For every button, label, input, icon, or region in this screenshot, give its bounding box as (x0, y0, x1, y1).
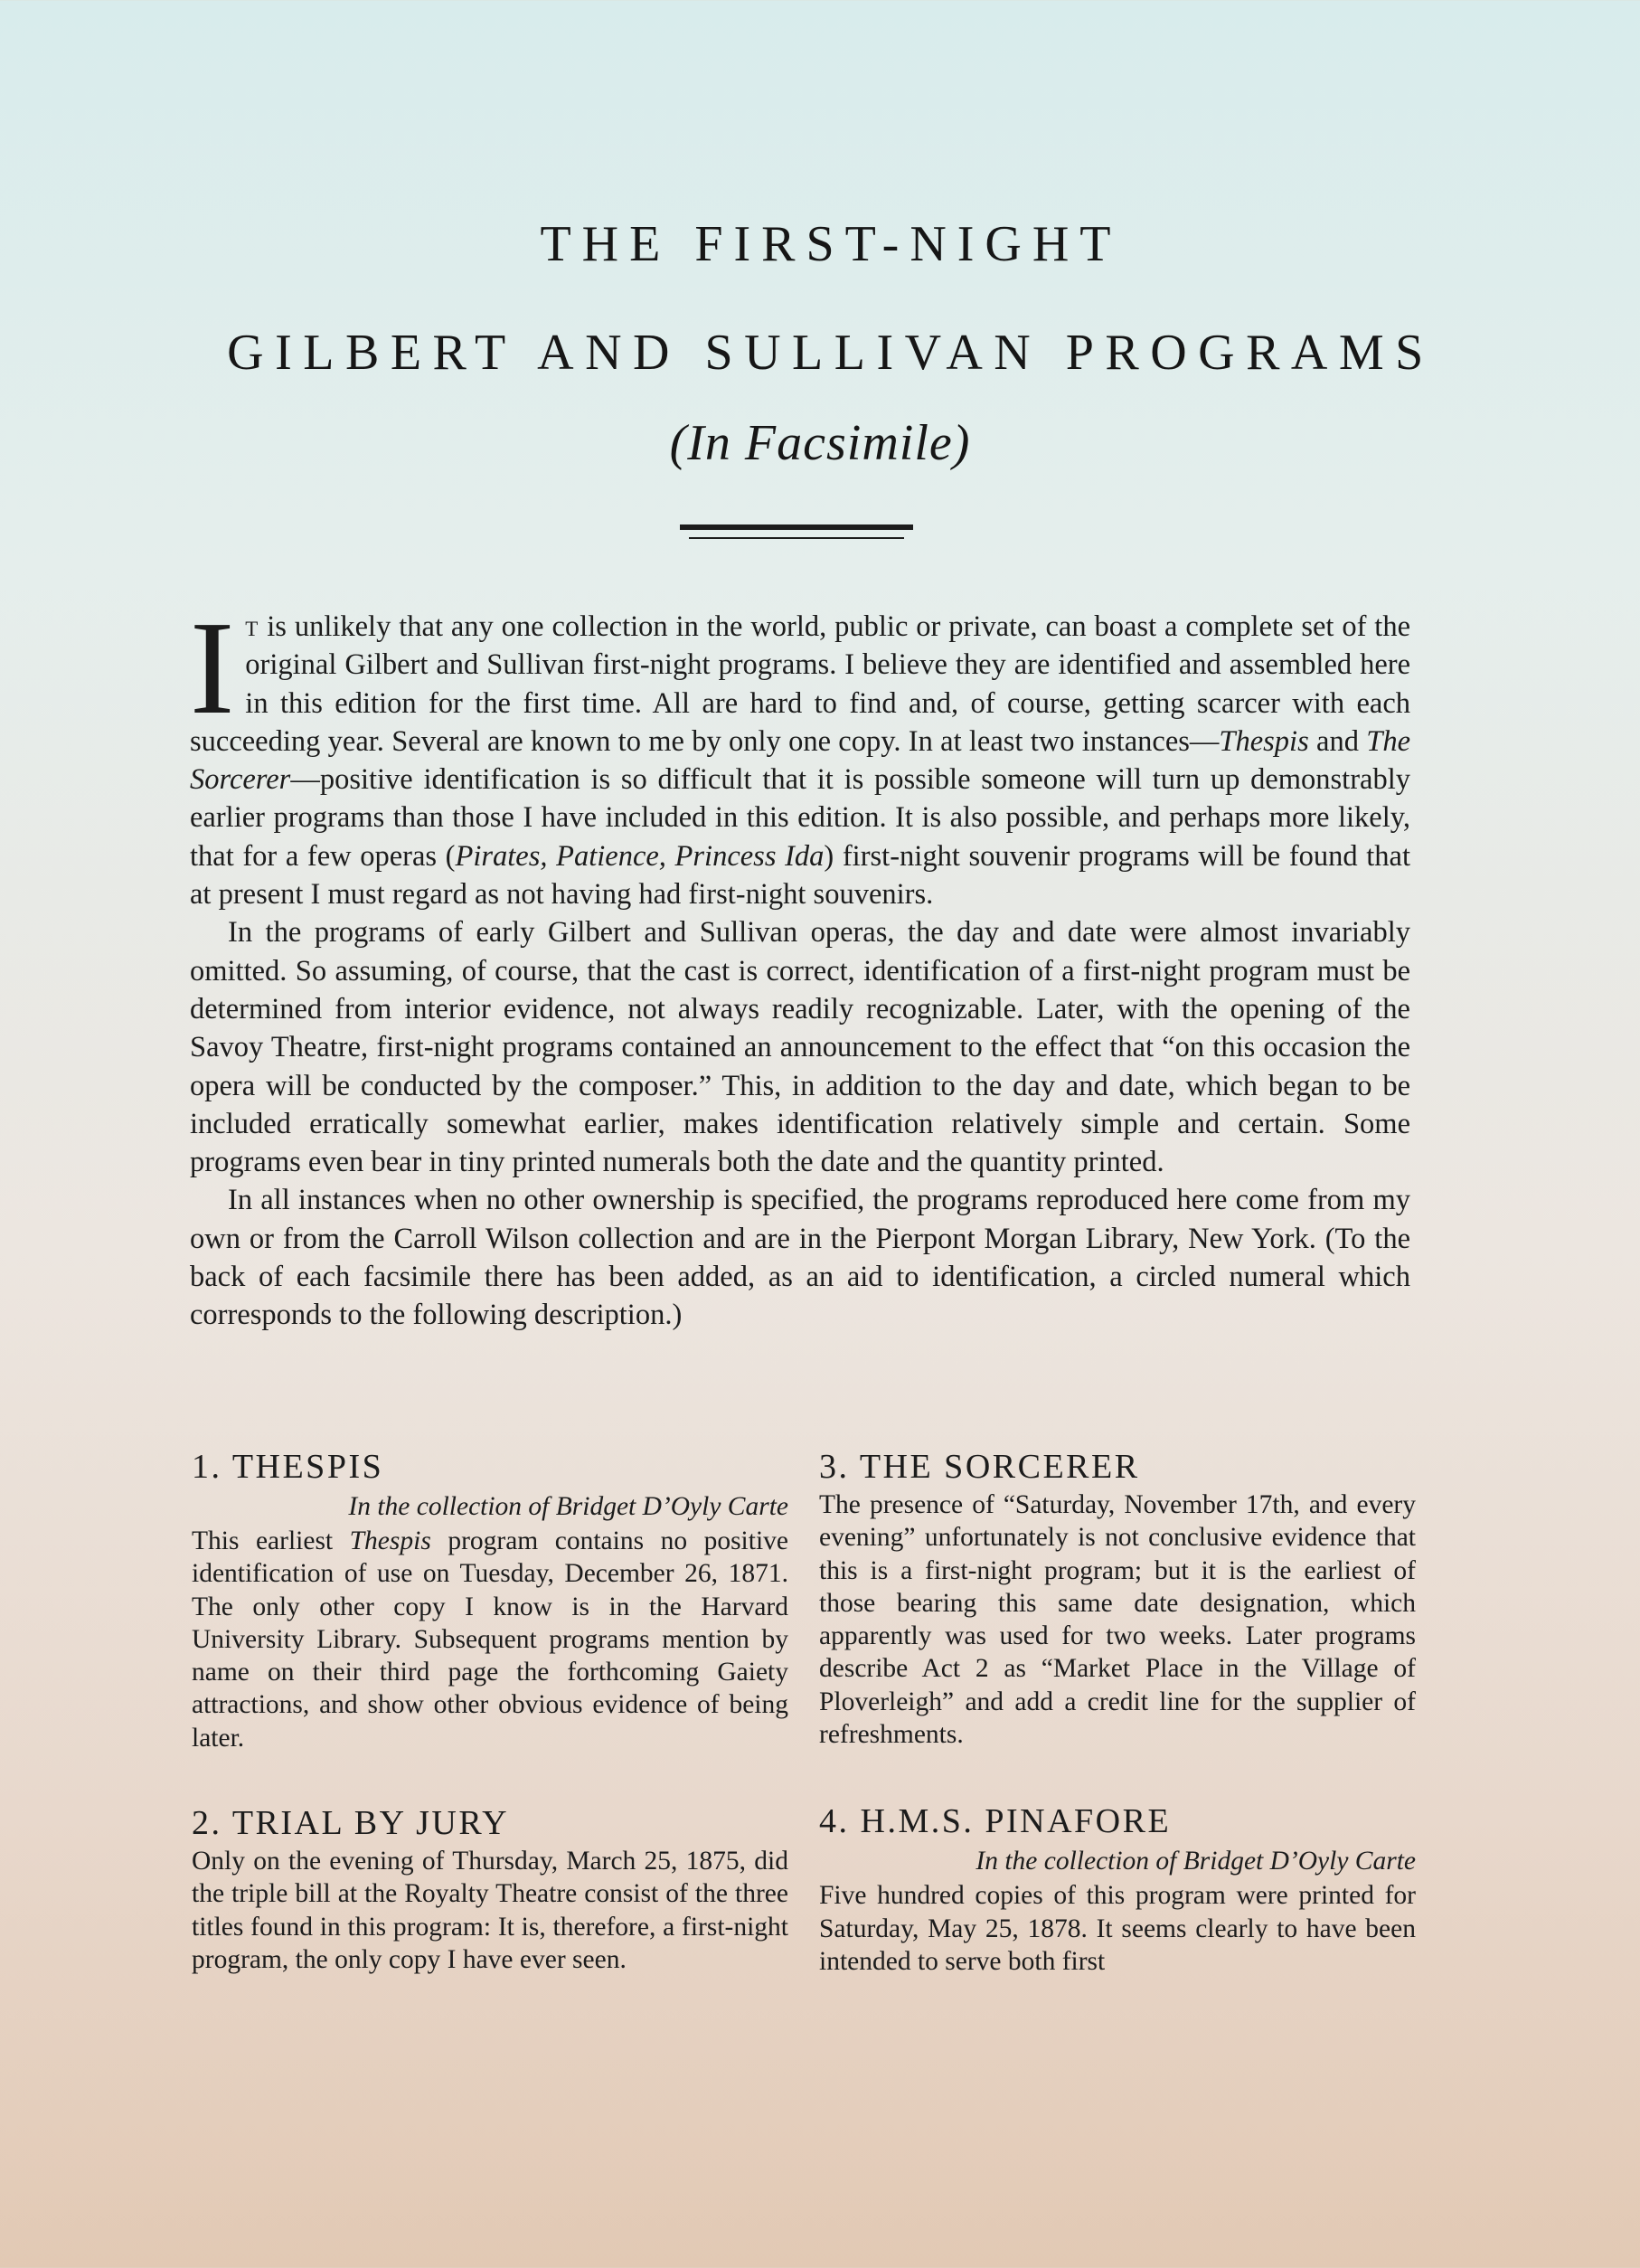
section-thespis (192, 1445, 788, 1754)
title-rule-thin (689, 537, 904, 539)
intro-p1-text-c: —positive identification is so difficult that it is possible someone will turn up demonstrably earlier programs than those I have included in this edition. It is also possible, and perhaps more likely, that for a few operas ( (190, 763, 1410, 873)
section-sorcerer (819, 1445, 1416, 1751)
intro-paragraph-2: In the programs of early Gilbert and Sullivan operas, the day and date were almost invariably omitted. So assuming, of course, that the cast is correct, identification of a first-night program must be determined from interior evidence, not always readily recognizable. Later, with the opening of the Savoy Theatre, first-night programs contained an announcement to the effect that “on this occasion the opera will be conducted by the composer.” This, in addition to the day and date, which began to be included erratically somewhat earlier, makes identification relatively simple and certain. Some programs even bear in tiny printed numerals both the date and the quantity printed. (190, 916, 1410, 1179)
right-column (819, 1445, 1416, 1978)
drop-cap: I (190, 594, 235, 742)
section-heading: 2. TRIAL BY JURY (192, 1804, 510, 1843)
intro-p1-title-thespis: Thespis (1219, 724, 1309, 758)
title-line-1: THE FIRST-NIGHT (540, 216, 1122, 272)
collection-credit: In the collection of Bridget D’Oyly Carte (976, 1847, 1416, 1876)
intro-p1-title-list: Pirates, Patience, Princess Ida (455, 839, 825, 873)
section-body (192, 1525, 788, 1754)
section-body-text-b: program contains no positive identification of use on Tuesday, December 26, 1871. The only other copy I know is in the Harvard University Library. Subsequent programs mention by name on their third page the forthcoming Gaiety attractions, and show other obvious evidence of being later. (192, 1526, 788, 1753)
left-column (192, 1445, 788, 1976)
section-body: The presence of “Saturday, November 17th, and every evening” unfortunately is not conclusive evidence that this is a first-night program; but it is the earliest of those bearing this same date designation, which apparently was used for two weeks. Later programs describe Act 2 as “Market Place in the Village of Ploverleigh” and add a credit line for the supplier of refreshments. (819, 1490, 1416, 1750)
collection-credit: In the collection of Bridget D’Oyly Carte (348, 1492, 788, 1521)
section-body-text-a: This earliest (192, 1526, 350, 1555)
subtitle: (In Facsimile) (669, 415, 971, 471)
section-body: Five hundred copies of this program were printed for Saturday, May 25, 1878. It seems clearly to have been intended to serve both first (819, 1881, 1416, 1976)
section-pinafore (819, 1800, 1416, 1978)
intro-p1-text-d: ) first-night souvenir programs will be found that at present I must regard as not having had first-night souvenirs. (190, 839, 1410, 912)
title-line-2: GILBERT AND SULLIVAN PROGRAMS (227, 325, 1435, 381)
intro-paragraph-3: In all instances when no other ownership is specified, the programs reproduced here come from my own or from the Carroll Wilson collection and are in the Pierpont Morgan Library, New York. (To the back of each facsimile there has been added, as an aid to identification, a circled numeral which corresponds to the following description.) (190, 1184, 1410, 1332)
section-trial-by-jury (192, 1801, 788, 1976)
title-rule-thick (680, 524, 913, 530)
section-heading: 4. H.M.S. PINAFORE (819, 1802, 1172, 1841)
section-heading: 3. THE SORCERER (819, 1448, 1140, 1486)
intro-p1-title-sorcerer: The Sorcerer (190, 724, 1410, 797)
intro-text (190, 594, 1410, 1335)
intro-p1-text-a: is unlikely that any one collection in the world, public or private, can boast a complete set of the original Gilbert and Sullivan first-night programs. I believe they are identified and assembled here in this edition for the first time. All are hard to find and, of course, getting scarcer with each succeeding year. Several are known to me by only one copy. In at least two instances— (190, 610, 1410, 758)
section-heading: 1. THESPIS (192, 1448, 384, 1486)
intro-p1-text-b: and (1308, 724, 1367, 758)
section-body: Only on the evening of Thursday, March 25, 1875, did the triple bill at the Royalty Theatre consist of the three titles found in this program: It is, therefore, a first-night program, the only copy I have ever seen. (192, 1847, 788, 1974)
intro-p1-smallcaps: t (245, 610, 259, 643)
intro-paragraph-1 (190, 594, 1410, 913)
section-body-title: Thespis (349, 1526, 431, 1555)
